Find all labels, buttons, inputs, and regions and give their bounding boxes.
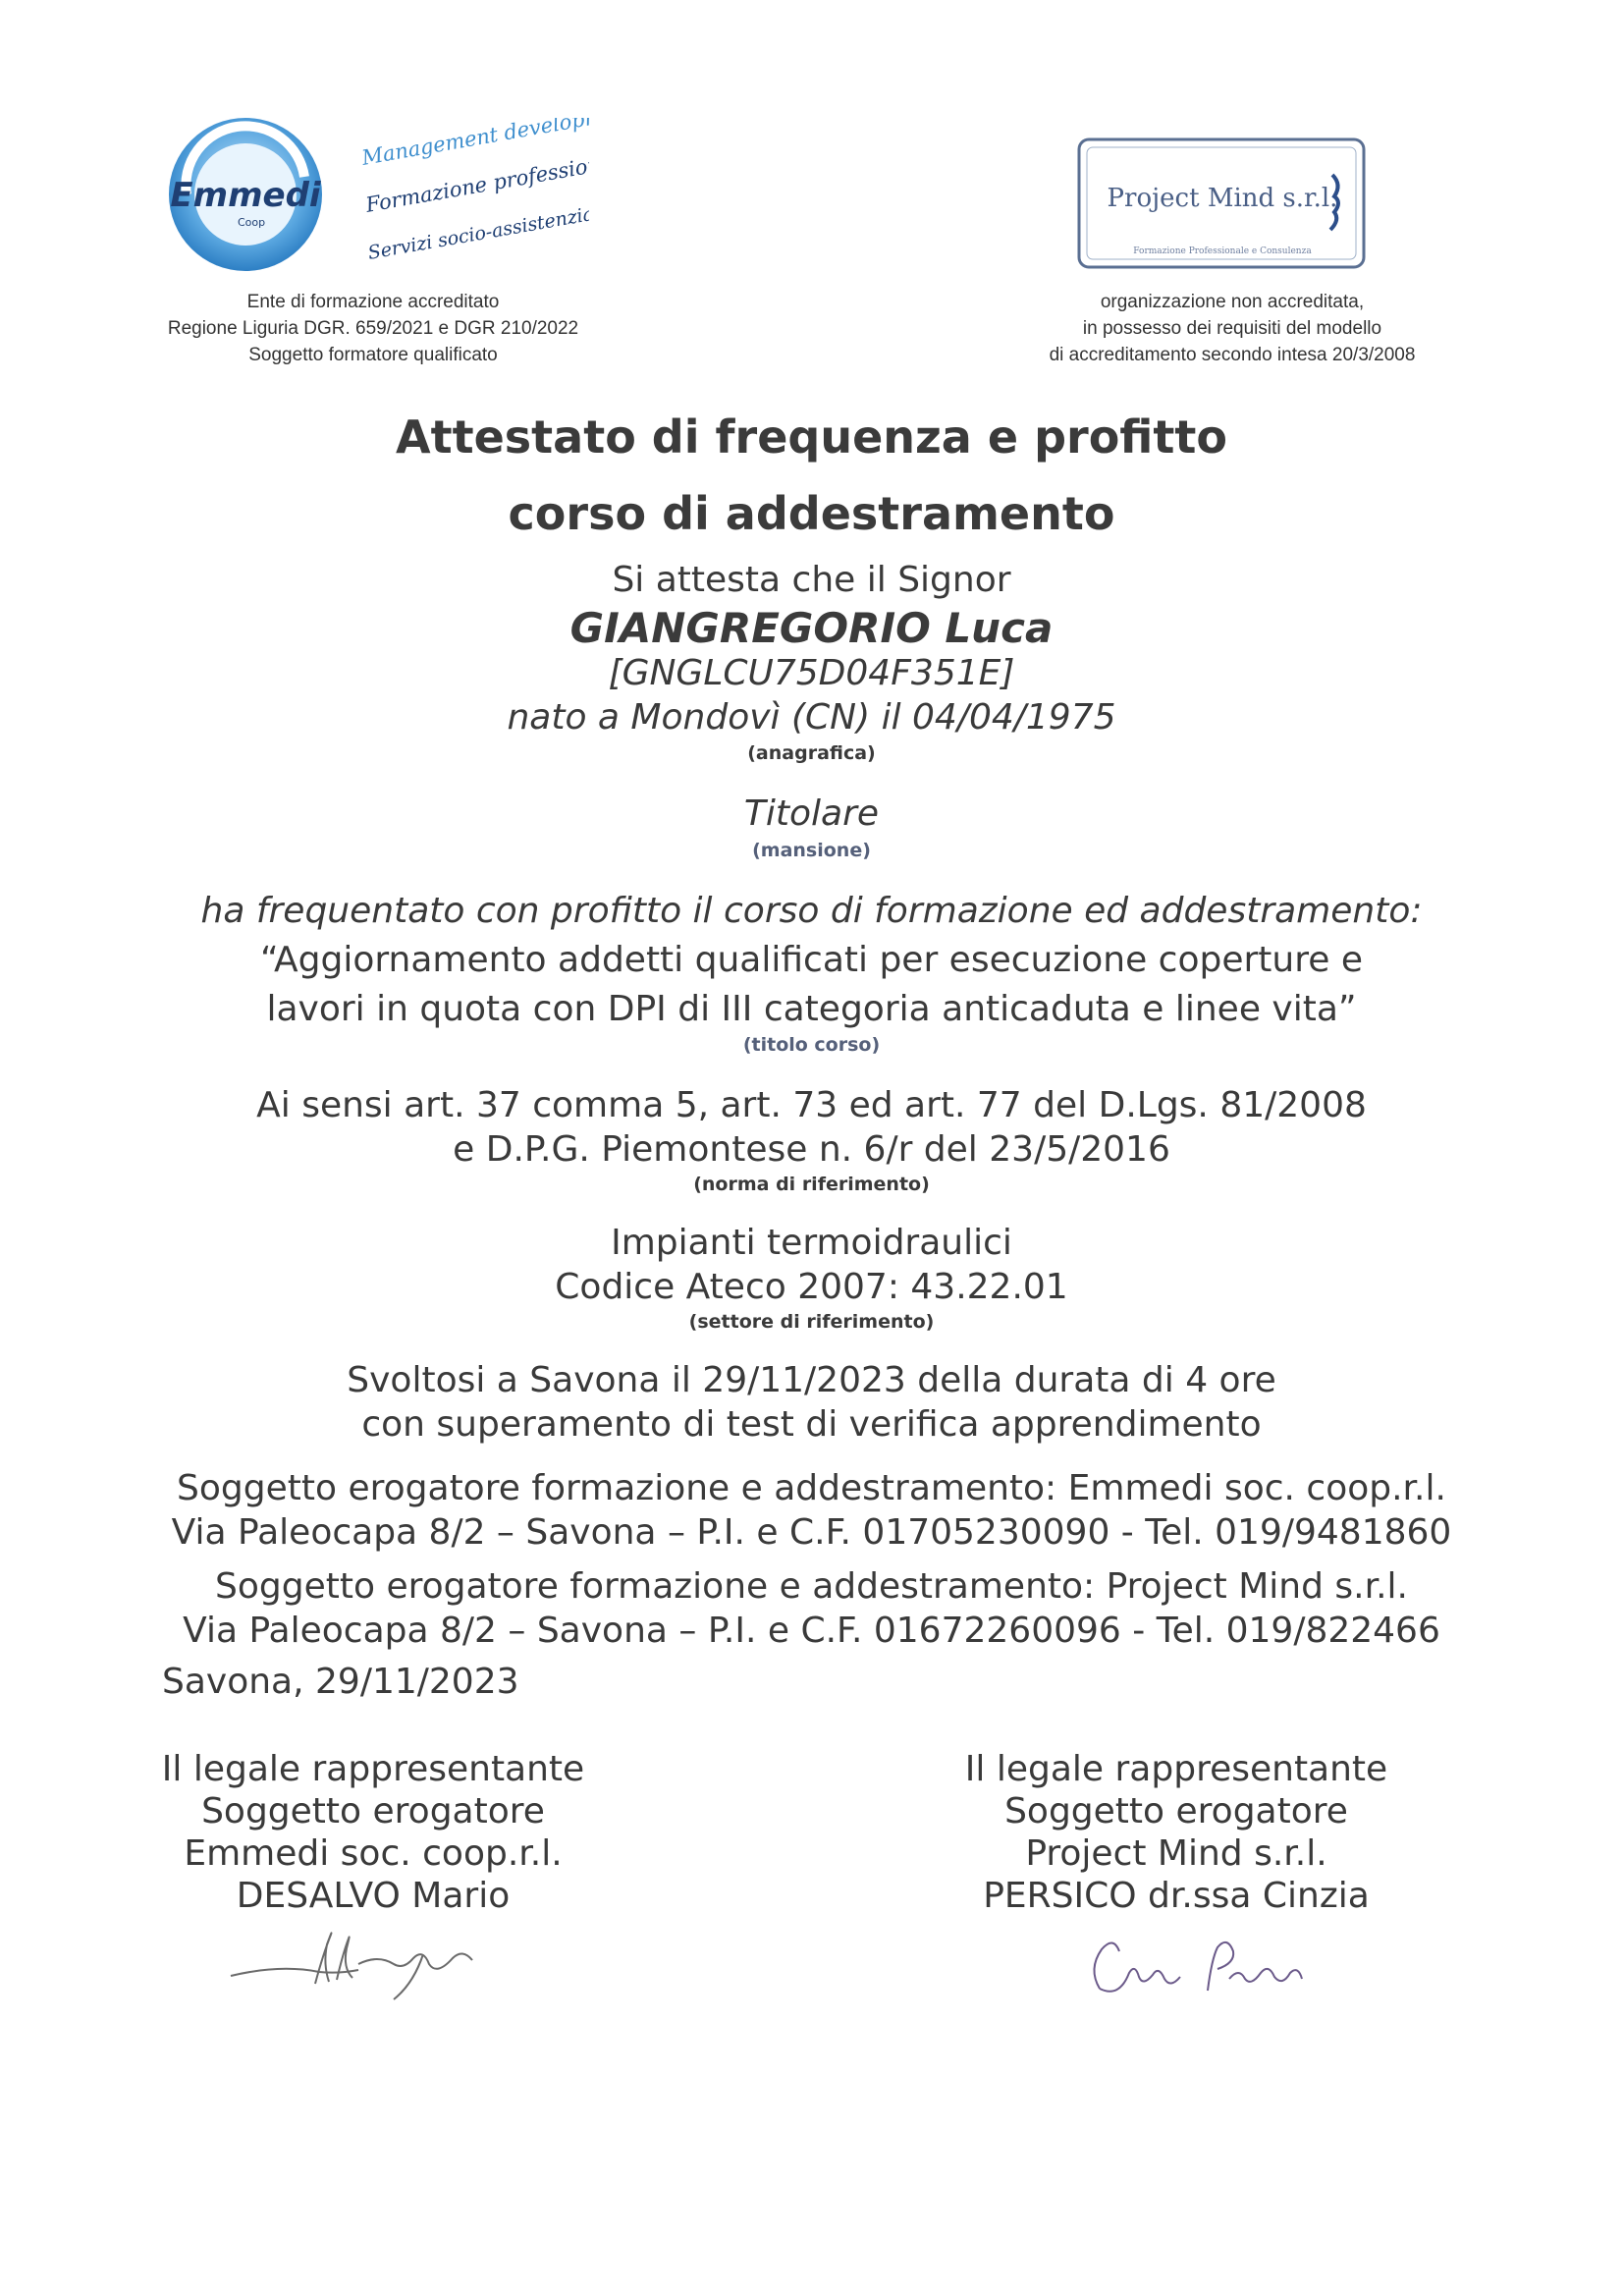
project-mind-caption-line-3: di accreditamento secondo intesa 20/3/2008 [1049,345,1416,365]
intro-text: Si attesta che il Signor [612,560,1011,600]
emmedi-logo [167,118,589,285]
emmedi-tagline-1: Management development [359,118,589,170]
emmedi-tagline-3: Servizi socio-assistenziali [366,200,589,264]
provider-1-line-1: Soggetto erogatore formazione e addestramento: Emmedi soc. coop.r.l. [177,1468,1446,1508]
birth-info: nato a Mondovì (CN) il 04/04/1975 [507,697,1116,738]
birth-label: (anagrafica) [747,742,876,764]
signature-block-right [950,1748,1402,1917]
course-label: (titolo corso) [742,1034,881,1056]
emmedi-tagline-2: Formazione professionale [363,146,589,217]
sig-right-line-2: Soggetto erogatore [1004,1791,1348,1831]
project-mind-caption-line-2: in possesso dei requisiti del modello [1082,318,1382,339]
sig-right-line-1: Il legale rappresentante [964,1749,1388,1789]
norm-line-1: Ai sensi art. 37 comma 5, art. 73 ed art. 77 del D.Lgs. 81/2008 [256,1085,1367,1125]
project-mind-brand-sub: Formazione Professionale e Consulenza [1133,246,1312,256]
emmedi-caption-line-1: Ente di formazione accreditato [246,292,500,312]
sector-line-2: Codice Ateco 2007: 43.22.01 [555,1267,1068,1307]
provider-2-line-1: Soggetto erogatore formazione e addestramento: Project Mind s.r.l. [215,1566,1408,1607]
role-label: (mansione) [752,840,871,861]
provider-2-line-2: Via Paleocapa 8/2 – Savona – P.I. e C.F. 01672260096 - Tel. 019/822466 [183,1611,1440,1651]
signature-block-left [147,1748,599,1917]
project-mind-caption-line-1: organizzazione non accreditata, [1100,292,1365,312]
role: Titolare [743,793,880,834]
title-line-1: Attestato di frequenza e profitto [396,410,1227,464]
sig-left-line-1: Il legale rappresentante [161,1749,585,1789]
place-date: Savona, 29/11/2023 [162,1662,519,1702]
fiscal-code: [GNGLCU75D04F351E] [608,653,1015,693]
sig-left-line-2: Soggetto erogatore [201,1791,545,1831]
sig-right-line-4: PERSICO dr.ssa Cinzia [983,1876,1370,1916]
person-name: GIANGREGORIO Luca [569,604,1054,652]
emmedi-brand-sub: Coop [237,216,266,229]
sig-left-line-3: Emmedi soc. coop.r.l. [184,1833,563,1874]
project-mind-caption [1006,289,1458,368]
course-title-line-1: “Aggiornamento addetti qualificati per esecuzione coperture e [260,940,1363,980]
held-line-1: Svoltosi a Savona il 29/11/2023 della durata di 4 ore [347,1360,1276,1400]
course-title-line-2: lavori in quota con DPI di III categoria anticaduta e linee vita” [266,989,1357,1029]
emmedi-logo-graphic [167,118,589,285]
emmedi-brand-text: Emmedi [170,176,321,215]
emmedi-caption-line-3: Soggetto formatore qualificato [248,345,498,365]
attended-text: ha frequentato con profitto il corso di formazione ed addestramento: [200,891,1423,931]
held-line-2: con superamento di test di verifica apprendimento [361,1404,1262,1445]
provider-1-line-2: Via Paleocapa 8/2 – Savona – P.I. e C.F. 01705230090 - Tel. 019/9481860 [171,1512,1452,1553]
project-mind-logo [1075,136,1370,273]
emmedi-caption [147,289,599,368]
title-line-2: corso di addestramento [508,487,1115,540]
sector-label: (settore di riferimento) [688,1311,935,1333]
project-mind-logo-graphic [1075,136,1370,273]
norm-line-2: e D.P.G. Piemontese n. 6/r del 23/5/2016 [453,1129,1170,1170]
sector-line-1: Impianti termoidraulici [611,1223,1012,1263]
project-mind-brand-text: Project Mind s.r.l. [1107,184,1338,213]
emmedi-caption-line-2: Regione Liguria DGR. 659/2021 e DGR 210/2022 [167,318,579,339]
handwritten-signature-right [1080,1930,1316,2018]
sig-right-line-3: Project Mind s.r.l. [1025,1833,1327,1874]
sig-left-line-4: DESALVO Mario [236,1876,511,1916]
handwritten-signature-left [221,1925,496,2003]
norm-label: (norma di riferimento) [693,1174,930,1195]
